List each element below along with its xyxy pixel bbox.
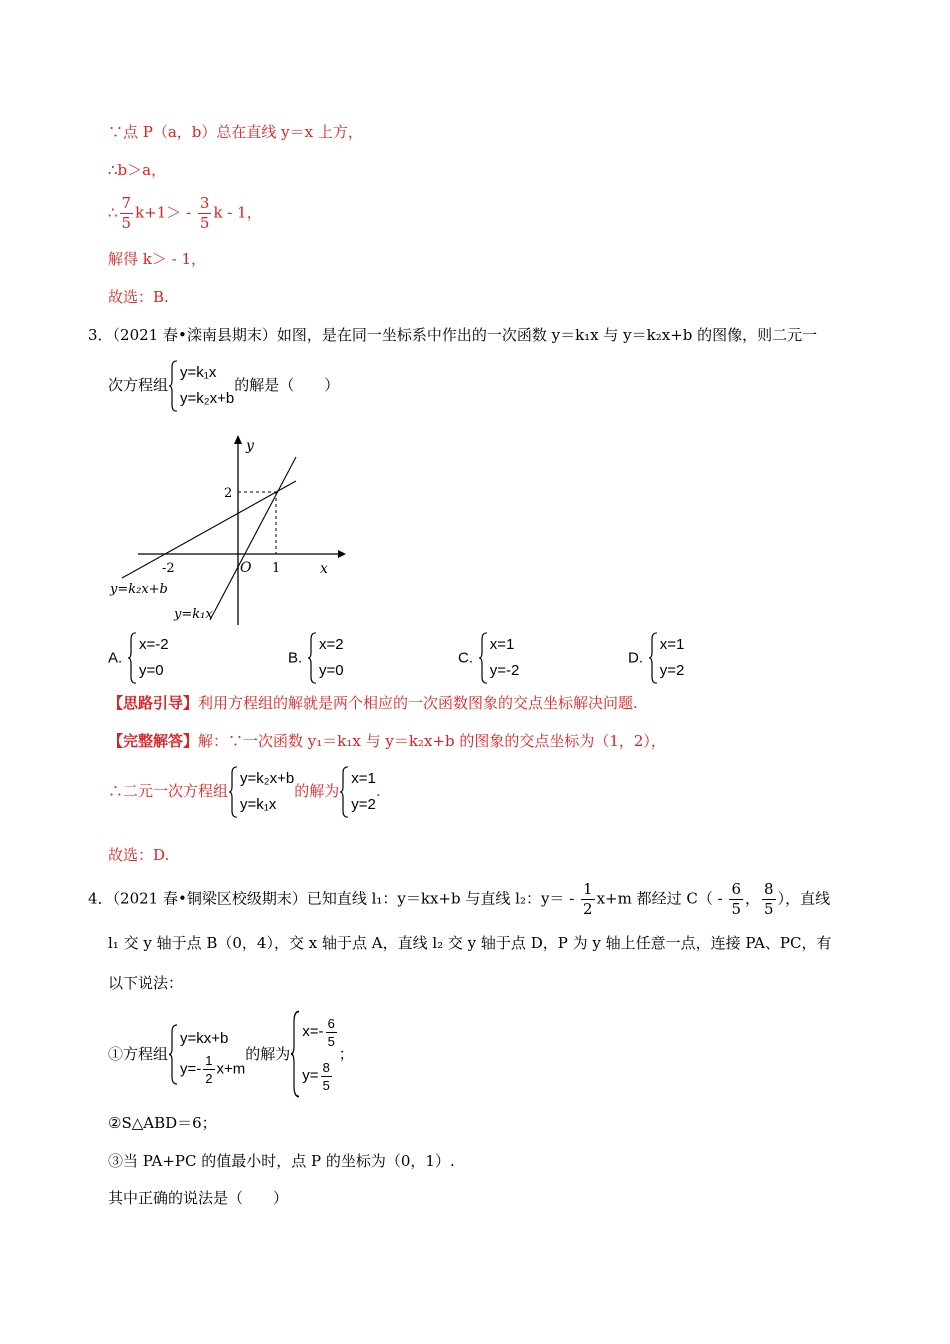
- option-d-letter: D.: [628, 649, 643, 667]
- brace-icon: [168, 360, 178, 412]
- answer-text: 解：∵一次函数 y₁＝k₁x 与 y＝k₂x+b 的图象的交点坐标为（1，2），: [198, 732, 666, 750]
- line-k2x-b: [122, 481, 296, 578]
- q4-frac-6-5: $\frac{6}{5}$: [731, 880, 742, 918]
- brace-icon: [290, 1010, 300, 1098]
- q4-stem: [88, 882, 830, 917]
- s1-sol-row2: y= $\frac{8}{5}$: [302, 1059, 330, 1093]
- q4-frac-1-2: $\frac{1}{2}$: [583, 880, 593, 918]
- q3-stem: 3．（2021 春•滦南县期末）如图，是在同一坐标系中作出的一次函数 y＝k₁x 与 y＝k₂x+b 的图像，则二元一: [88, 326, 818, 344]
- brace-icon: [478, 632, 488, 684]
- ans-mid: 的解为: [294, 782, 340, 800]
- q3-equation-system: [168, 360, 234, 412]
- q4-statement-2: ②S△ABD＝6；: [108, 1114, 217, 1132]
- brace-icon: [307, 632, 317, 684]
- q4-statement-3: ③当 PA+PC 的值最小时，点 P 的坐标为（0，1）.: [108, 1152, 455, 1170]
- q3-stem2-prefix: 次方程组: [108, 376, 169, 394]
- y-axis-arrow: [234, 435, 242, 444]
- q3-graph: [100, 430, 360, 635]
- line-k1x: [210, 457, 296, 620]
- q4-stem-d: ），直线: [777, 889, 831, 908]
- therefore-symbol: ∴: [108, 203, 118, 222]
- inequality-tail: k - 1，: [213, 203, 262, 222]
- option-a-system: [127, 632, 169, 684]
- option-d-system: [648, 632, 685, 684]
- q4-stem-b: x+m 都经过 C（ -: [596, 889, 728, 908]
- hint-text: 利用方程组的解就是两个相应的一次函数图象的交点坐标解决问题.: [198, 694, 638, 712]
- brace-icon: [127, 632, 137, 684]
- solution-line-5: 故选：B.: [108, 288, 169, 306]
- q3-answer-line2: [108, 766, 381, 818]
- q4-final: 其中正确的说法是（ ）: [108, 1189, 289, 1207]
- option-c-row2: y=-2: [489, 662, 520, 679]
- option-b[interactable]: [288, 632, 344, 684]
- tick-y: 2: [224, 486, 233, 501]
- s1-sys-row2: y=- $\frac{1}{2}$ x+m: [180, 1052, 246, 1086]
- q3-stem2-suffix: 的解是（ ）: [234, 376, 340, 394]
- s1-sol-row1: x=- $\frac{6}{5}$: [302, 1015, 335, 1049]
- ans-line2-prefix: ∴二元一次方程组: [108, 782, 229, 800]
- solution-line-1: ∵点 P（a，b）总在直线 y＝x 上方，: [108, 123, 363, 141]
- q3-sys-row1: y=k₁x: [180, 364, 217, 381]
- s1-sys-row1: y=kx+b: [180, 1029, 229, 1047]
- q4-frac-8-5: $\frac{8}{5}$: [764, 880, 774, 918]
- tick-x-neg: -2: [162, 561, 175, 576]
- s1-end: ；: [338, 1045, 354, 1063]
- tick-x-pos: 1: [272, 561, 281, 576]
- brace-icon: [228, 766, 238, 818]
- solution-line-3: [108, 196, 262, 231]
- q4-stem-c: ，: [745, 889, 761, 908]
- fraction-7-5: $\frac{7}{5}$: [121, 194, 132, 232]
- s1-solution: [290, 1010, 339, 1098]
- ans-sys-row1: y=k₂x+b: [240, 770, 295, 787]
- s1-prefix: ①方程组: [108, 1045, 169, 1063]
- y-axis-label: y: [246, 438, 254, 454]
- brace-icon: [168, 1024, 178, 1085]
- brace-icon: [339, 766, 349, 818]
- option-c-row1: x=1: [489, 636, 515, 653]
- line2-label: y=k₁x: [174, 607, 213, 622]
- fraction-3-5: $\frac{3}{5}$: [199, 194, 210, 232]
- x-axis-label: x: [320, 561, 328, 577]
- option-c-letter: C.: [458, 649, 473, 667]
- option-b-row2: y=0: [318, 662, 344, 679]
- s1-mid: 的解为: [245, 1045, 291, 1063]
- option-b-row1: x=2: [318, 636, 344, 653]
- option-a-letter: A.: [108, 649, 123, 667]
- q4-stem-line3: 以下说法：: [108, 974, 184, 992]
- ans-sol-row2: y=2: [351, 796, 376, 813]
- q4-statement-1: [108, 1010, 354, 1098]
- inequality-middle: k+1＞ -: [135, 203, 196, 222]
- q3-sys-row2: y=k₂x+b: [180, 390, 235, 407]
- q4-stem-line2: l₁ 交 y 轴于点 B（0，4），交 x 轴于点 A，直线 l₂ 交 y 轴于点 D，P 为 y 轴上任意一点，连接 PA、PC，有: [108, 934, 832, 952]
- ans-sys-row2: y=k₁x: [240, 796, 277, 813]
- option-d-row2: y=2: [659, 662, 685, 679]
- origin-label: O: [240, 560, 252, 576]
- brace-icon: [648, 632, 658, 684]
- option-a[interactable]: [108, 632, 169, 684]
- hint-tag: 【思路引导】: [108, 694, 199, 712]
- option-a-row2: y=0: [138, 662, 164, 679]
- ans-end: .: [375, 782, 381, 800]
- q3-options: [108, 632, 868, 688]
- q3-answer: [108, 731, 666, 751]
- line1-label: y=k₂x+b: [110, 582, 168, 597]
- solution-line-2: ∴b＞a，: [108, 161, 167, 179]
- q3-choose: 故选：D.: [108, 846, 170, 864]
- option-b-system: [307, 632, 344, 684]
- q4-stem-a: 4．（2021 春•铜梁区校级期末）已知直线 l₁：y＝kx+b 与直线 l₂：y＝ -: [88, 889, 580, 908]
- option-a-row1: x=-2: [138, 636, 169, 653]
- answer-tag: 【完整解答】: [108, 732, 199, 750]
- q3-stem-line2: [108, 360, 339, 412]
- ans-sol-row1: x=1: [351, 770, 376, 787]
- ans-solution: [339, 766, 376, 818]
- s1-system: [168, 1024, 245, 1085]
- option-c[interactable]: [458, 632, 519, 684]
- option-c-system: [478, 632, 520, 684]
- ans-system: [228, 766, 294, 818]
- option-d[interactable]: [628, 632, 684, 684]
- option-b-letter: B.: [288, 649, 303, 667]
- q3-hint: [108, 693, 638, 713]
- solution-line-4: 解得 k＞ - 1，: [108, 250, 207, 268]
- x-axis-arrow: [338, 550, 346, 558]
- option-d-row1: x=1: [659, 636, 685, 653]
